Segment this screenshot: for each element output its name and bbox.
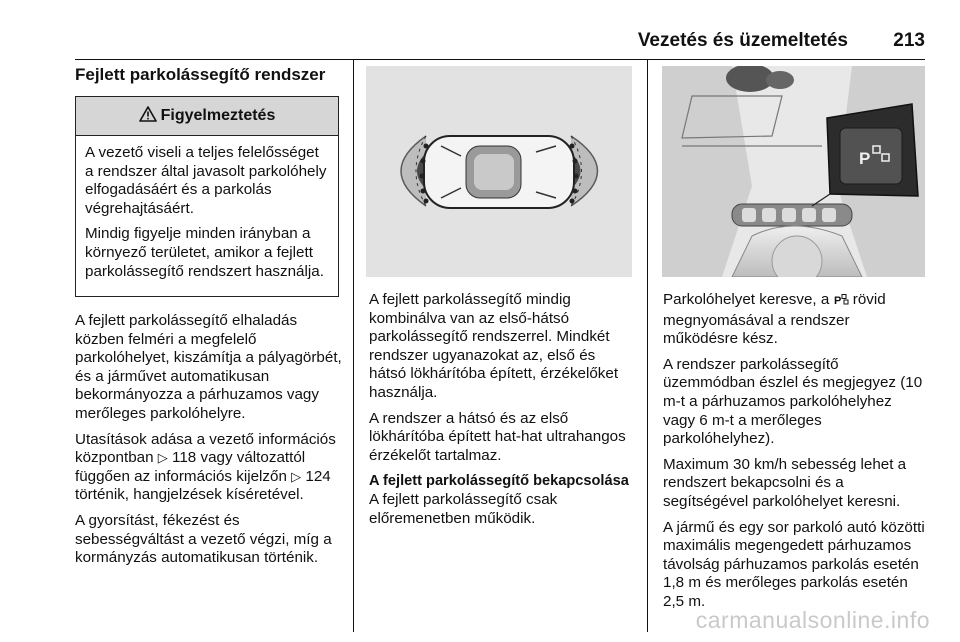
page-reference-link[interactable]: 118 <box>172 449 197 467</box>
search-activation-paragraph: Parkolóhelyet keresve, a P rövid megnyomásával a rendszer működésre kész. <box>663 291 886 348</box>
column-divider-left <box>353 60 354 632</box>
header-rule <box>75 59 925 60</box>
detection-range-paragraph: A rendszer parkolássegítő üzemmódban észlel és megjegyez (10 m-t a párhuzamos parkolóhelyhez vagy 6 m-t a merőleges parkolóhelyhez). <box>663 355 923 448</box>
distance-limit-paragraph: A jármű és egy sor parkoló autó közötti maximális megengedett párhuzamos távolság párhuzamos parkolás esetén 1,8 m és merőleges parkolás esetén 2,5 m. <box>663 518 925 610</box>
column-divider-right <box>647 60 648 632</box>
right-column-text <box>663 291 927 619</box>
intro-paragraph: A fejlett parkolássegítő elhaladás közben felméri a megfelelő parkolóhelyet, kiszámítja a pályagörbét, és a járművet automatikusan bekormányozza a párhuzamos vagy merőleges parkolóhelyre. <box>75 312 342 422</box>
watermark: carmanualsonline.info <box>695 607 930 633</box>
reference-arrow-icon: ▷ <box>291 468 302 484</box>
speed-limit-paragraph: Maximum 30 km/h sebesség lehet a rendszert bekapcsolni és a segítségével parkolóhelyet keresni. <box>663 455 907 510</box>
warning-box <box>75 96 339 297</box>
driver-control-paragraph: A gyorsítást, fékezést és sebességváltást a vezető végzi, míg a kormányzás automatikusan történik. <box>75 511 332 567</box>
svg-text:P: P <box>859 149 871 168</box>
header-title: Vezetés és üzemeltetés <box>637 30 848 51</box>
warning-triangle-icon <box>139 106 157 127</box>
warning-text-1: A vezető viseli a teljes felelősséget a rendszer által javasolt parkolóhely elfogadásáért és a parkolás végrehajtásáért. <box>85 144 327 217</box>
warning-heading: Figyelmeztetés <box>160 107 276 124</box>
combined-system-paragraph: A fejlett parkolássegítő mindig kombinálva van az első-hátsó parkolássegítő rendszerrel. Mindkét rendszer ugyanazokat az, első és hátsó lökhárítóba épített, érzékelőket használja. <box>369 291 619 401</box>
warning-body <box>76 136 338 281</box>
instructions-paragraph: Utasítások adása a vezető információs központban ▷ 118 vagy változattól függően az információs kijelzőn ▷ 124 történik, hangjelzések kíséretével. <box>75 430 336 504</box>
warning-header <box>76 97 338 136</box>
park-assist-button-icon <box>834 293 849 312</box>
sensor-coverage-figure <box>366 66 632 277</box>
forward-only-paragraph: A fejlett parkolássegítő csak előremenetben működik. <box>369 490 558 527</box>
svg-text:P: P <box>833 295 841 306</box>
section-title: Fejlett parkolássegítő rendszer <box>75 65 326 84</box>
console-button-figure <box>662 66 925 277</box>
warning-text-2: Mindig figyelje minden irányban a környező területet, amikor a fejlett parkolássegítő rendszert használja. <box>85 225 324 280</box>
page-reference-link[interactable]: 124 <box>305 467 331 485</box>
reference-arrow-icon: ▷ <box>157 450 168 466</box>
left-column-text <box>75 312 343 575</box>
sensors-paragraph: A rendszer a hátsó és az első lökhárítóba épített hat-hat ultrahangos érzékelőt tartalmaz. <box>369 409 626 464</box>
middle-column-text <box>369 291 635 535</box>
page-number: 213 <box>893 30 925 51</box>
activation-subheading: A fejlett parkolássegítő bekapcsolása <box>369 473 629 490</box>
